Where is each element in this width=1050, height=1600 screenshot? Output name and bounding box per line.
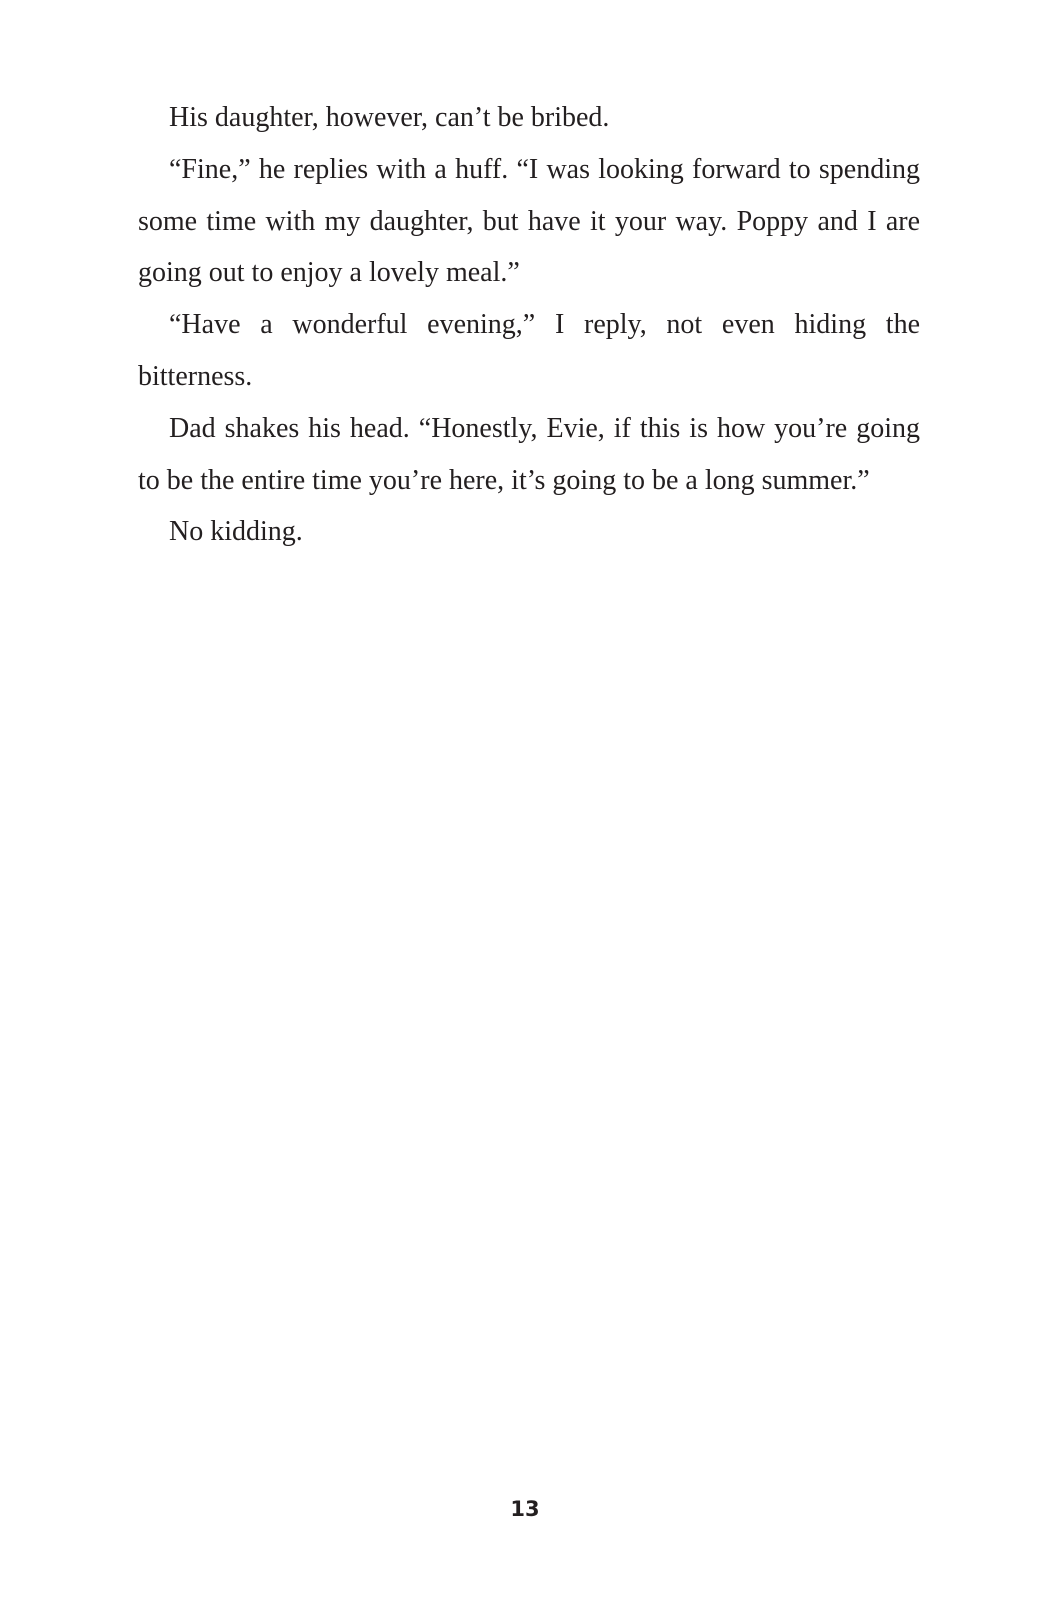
paragraph-3: “Have a wonderful evening,” I reply, not even hiding the bitterness. [138, 309, 920, 392]
paragraph-5: No kidding. [169, 516, 303, 548]
paragraph-1: His daughter, however, can’t be bribed. [169, 102, 610, 133]
page-number: 13 [510, 1497, 540, 1521]
paragraph-2: “Fine,” he replies with a huff. “I was looking forward to spending some time with my daughter, but have it your way. Poppy and I are going out to enjoy a lovely meal.” [138, 153, 920, 289]
paragraph-4: Dad shakes his head. “Honestly, Evie, if this is how you’re going to be the entire time you’re here, it’s going to be a long summer.” [138, 412, 920, 496]
body-text [138, 92, 920, 558]
